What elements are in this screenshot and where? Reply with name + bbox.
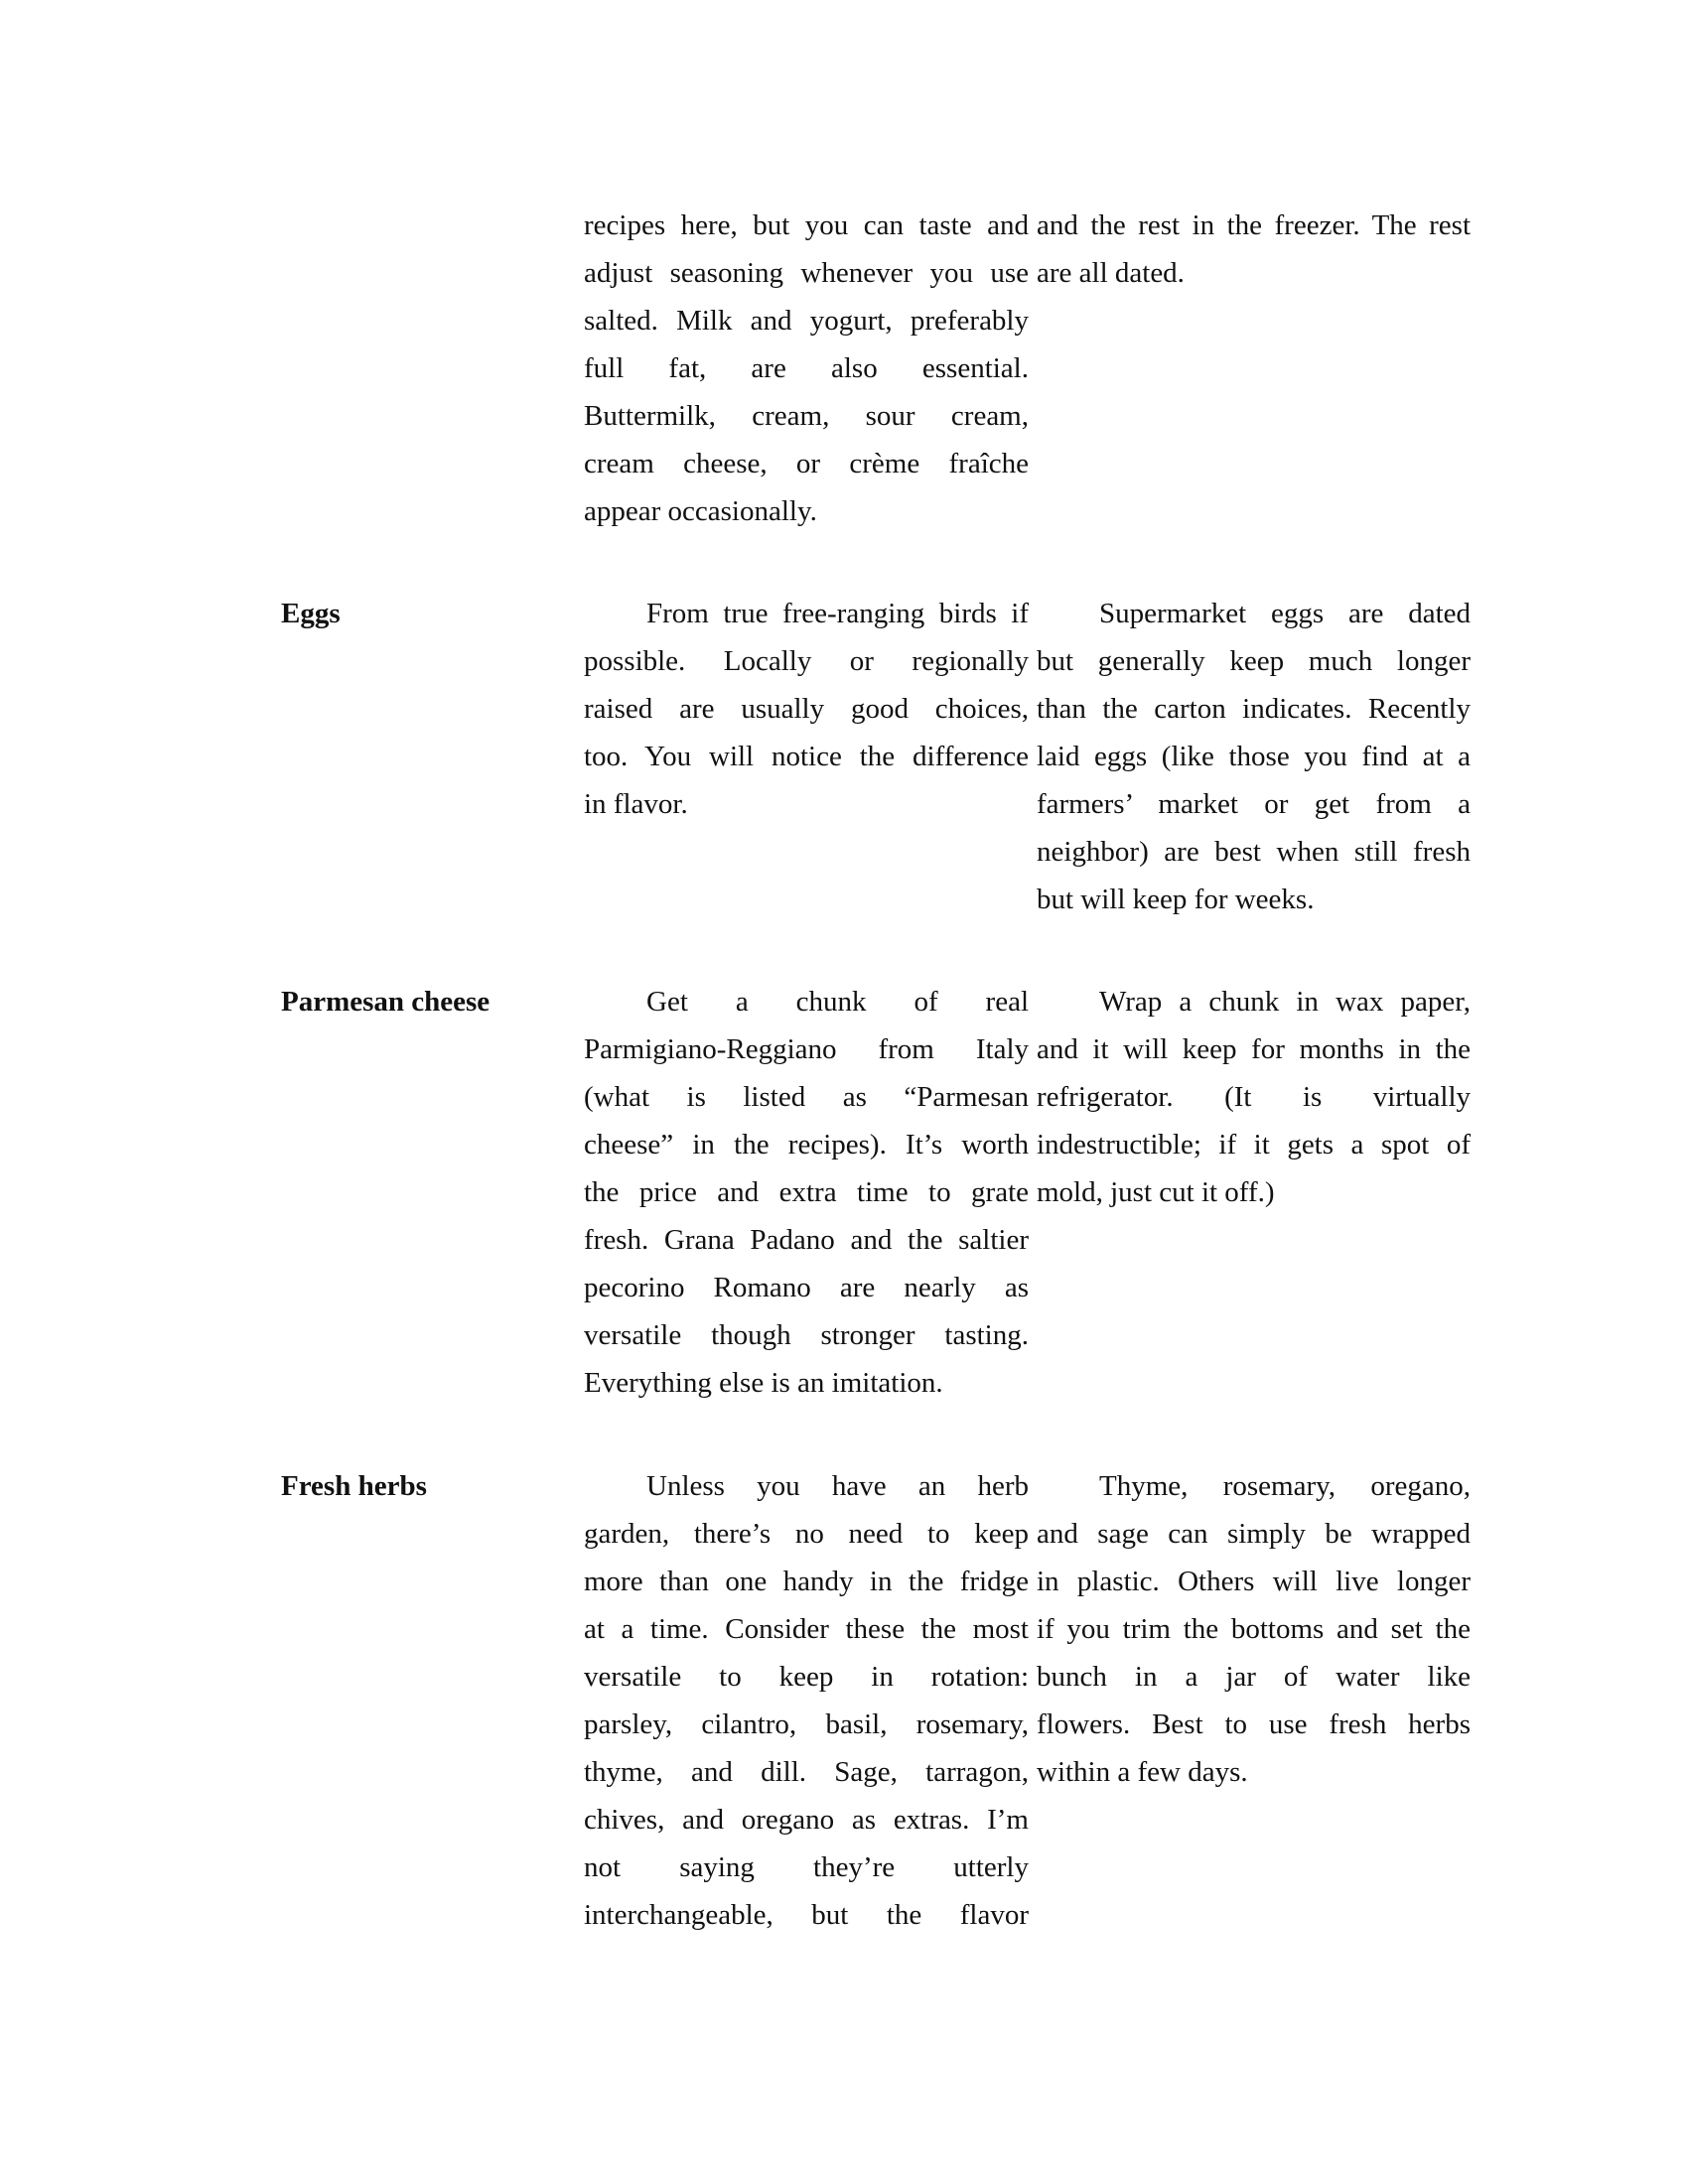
entry-col1-line: Parmigiano-Reggiano from Italy — [584, 1033, 1029, 1065]
entry-col1-line: Unless you have an herb — [646, 1470, 1029, 1502]
continuation-col1-line: full fat, are also essential. — [584, 352, 1029, 384]
continuation-col1-line: Buttermilk, cream, sour cream, — [584, 400, 1029, 432]
entry-label: Eggs — [281, 598, 341, 629]
entry-col2-line: but generally keep much longer — [1037, 645, 1471, 677]
entry-col1-line: in flavor. — [584, 788, 688, 820]
entry-col2-line: mold, just cut it off.) — [1037, 1176, 1275, 1208]
entry-col2-line: and sage can simply be wrapped — [1037, 1518, 1471, 1550]
entry-col2-line: indestructible; if it gets a spot of — [1037, 1129, 1471, 1160]
entry-col2-line: farmers’ market or get from a — [1037, 788, 1471, 820]
entry-col2-line: laid eggs (like those you find at a — [1037, 741, 1471, 772]
entry-col2-line: than the carton indicates. Recently — [1037, 693, 1471, 725]
entry-col1-line: at a time. Consider these the most — [584, 1613, 1029, 1645]
entry-col1-line: versatile to keep in rotation: — [584, 1661, 1029, 1693]
entry-col1-line: pecorino Romano are nearly as — [584, 1272, 1029, 1303]
entry-col2-line: bunch in a jar of water like — [1037, 1661, 1471, 1693]
entry-label: Fresh herbs — [281, 1470, 427, 1502]
entry-col1-line: versatile though stronger tasting. — [584, 1319, 1029, 1351]
entry-col2-line: Thyme, rosemary, oregano, — [1099, 1470, 1471, 1502]
entry-col1-line: cheese” in the recipes). It’s worth — [584, 1129, 1029, 1160]
entry-label: Parmesan cheese — [281, 986, 491, 1018]
entry-col1-line: interchangeable, but the flavor — [584, 1899, 1029, 1931]
entry-col1-line: Get a chunk of real — [646, 986, 1029, 1018]
entry-col1-line: thyme, and dill. Sage, tarragon, — [584, 1756, 1029, 1788]
entry-col1-line: garden, there’s no need to keep — [584, 1518, 1029, 1550]
continuation-col1-line: appear occasionally. — [584, 495, 817, 527]
entry-col1-line: chives, and oregano as extras. I’m — [584, 1804, 1029, 1836]
entry-col1-line: the price and extra time to grate — [584, 1176, 1029, 1208]
entry-col1-line: Everything else is an imitation. — [584, 1367, 943, 1399]
entry-col1-line: possible. Locally or regionally — [584, 645, 1029, 677]
entry-col1-line: (what is listed as “Parmesan — [584, 1081, 1029, 1113]
entry-col2-line: but will keep for weeks. — [1037, 884, 1315, 915]
entry-col2-line: refrigerator. (It is virtually — [1037, 1081, 1471, 1113]
continuation-col1-line: recipes here, but you can taste and — [584, 209, 1029, 241]
entry-col2-line: and it will keep for months in the — [1037, 1033, 1471, 1065]
entry-col2-line: Wrap a chunk in wax paper, — [1099, 986, 1471, 1018]
entry-col1-line: too. You will notice the difference — [584, 741, 1029, 772]
continuation-col1-line: adjust seasoning whenever you use — [584, 257, 1029, 289]
entry-col2-line: in plastic. Others will live longer — [1037, 1566, 1471, 1597]
entry-col2-line: flowers. Best to use fresh herbs — [1037, 1708, 1471, 1740]
continuation-col1-line: salted. Milk and yogurt, preferably — [584, 305, 1029, 337]
entry-col2-line: within a few days. — [1037, 1756, 1248, 1788]
continuation-col2-line: are all dated. — [1037, 257, 1185, 289]
continuation-col1-line: cream cheese, or crème fraîche — [584, 448, 1029, 479]
entry-col2-line: if you trim the bottoms and set the — [1037, 1613, 1471, 1645]
continuation-col2-line: and the rest in the freezer. The rest — [1037, 209, 1471, 241]
entry-col1-line: not saying they’re utterly — [584, 1851, 1029, 1883]
entry-col1-line: parsley, cilantro, basil, rosemary, — [584, 1708, 1029, 1740]
entry-col2-line: neighbor) are best when still fresh — [1037, 836, 1471, 868]
entry-col1-line: From true free-ranging birds if — [646, 598, 1029, 629]
entry-col1-line: fresh. Grana Padano and the saltier — [584, 1224, 1029, 1256]
entry-col1-line: more than one handy in the fridge — [584, 1566, 1029, 1597]
entry-col2-line: Supermarket eggs are dated — [1099, 598, 1471, 629]
entry-col1-line: raised are usually good choices, — [584, 693, 1029, 725]
